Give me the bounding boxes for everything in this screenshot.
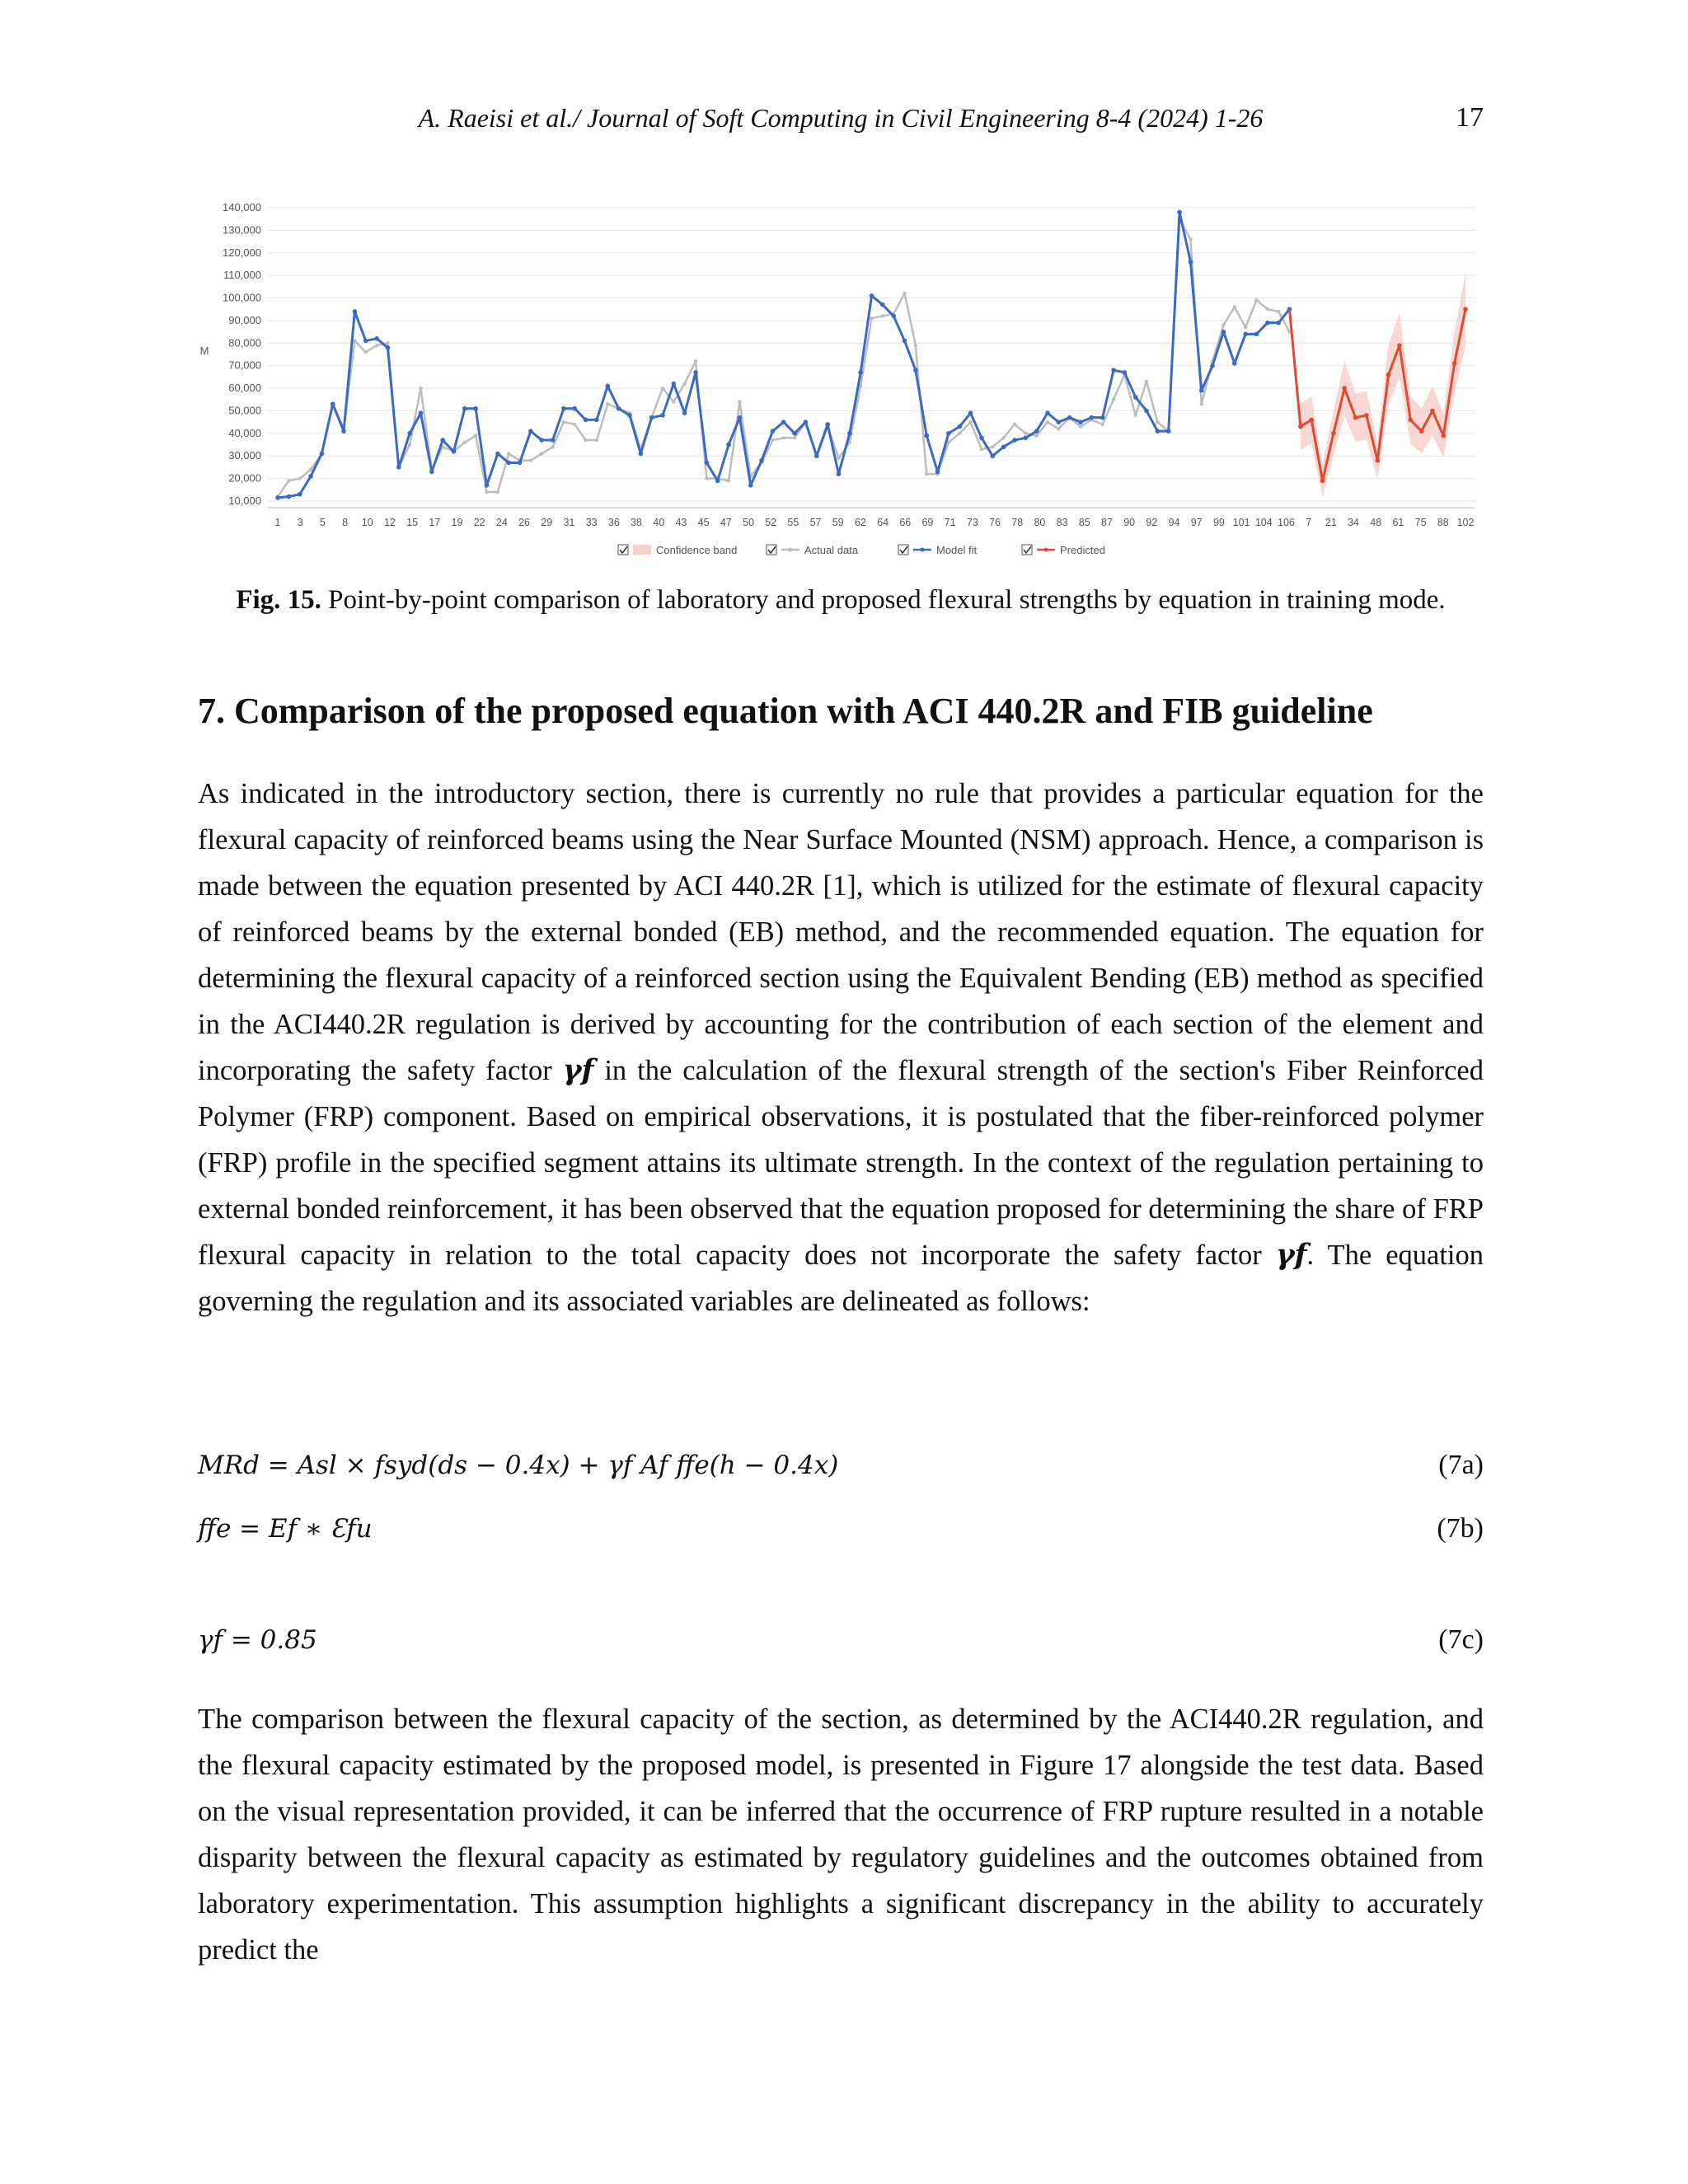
actual-data-point <box>485 490 488 494</box>
model-fit-point <box>1067 415 1072 420</box>
x-tick-label: 17 <box>429 517 441 528</box>
actual-data-point <box>958 432 961 435</box>
model-fit-point <box>649 415 654 420</box>
model-fit-point <box>1034 429 1039 434</box>
model-fit-point <box>924 434 929 438</box>
equation-expression: γf = 0.85 <box>198 1625 317 1655</box>
model-fit-point <box>1012 438 1017 443</box>
predicted-point <box>1442 434 1447 438</box>
figure-caption <box>198 582 1484 618</box>
model-fit-point <box>946 431 951 436</box>
x-tick-label: 24 <box>495 517 508 528</box>
x-tick-label: 21 <box>1325 517 1337 528</box>
predicted-point <box>1397 343 1402 348</box>
model-fit-point <box>990 453 995 458</box>
x-tick-label: 66 <box>899 517 912 528</box>
model-fit-point <box>759 458 764 463</box>
model-fit-point <box>880 302 885 307</box>
model-fit-point <box>363 339 368 344</box>
model-fit-point <box>1221 330 1226 335</box>
model-fit-point <box>298 492 302 497</box>
x-tick-label: 47 <box>720 517 732 528</box>
x-tick-label: 102 <box>1456 517 1475 528</box>
actual-data-point <box>1013 423 1016 426</box>
model-fit-point <box>518 461 523 466</box>
x-tick-label: 15 <box>406 517 419 528</box>
model-fit-point <box>429 470 434 475</box>
x-tick-label: 57 <box>809 517 822 528</box>
predicted-point <box>1463 307 1468 312</box>
predicted-point <box>1364 413 1369 418</box>
x-tick-label: 76 <box>989 517 1001 528</box>
x-tick-label: 69 <box>921 517 934 528</box>
model-fit-point <box>287 494 292 499</box>
legend-label: Confidence band <box>656 544 738 556</box>
para1-text-1: As indicated in the introductory section, there is currently no rule that provides a particular equation for the flexural capacity of reinforced beams using the Near Surface Mounted (NSM) approach. Hence, a comparison is made between the equation presented by ACI 440.2R [1], which is utilized for the estimate of flexural capacity of reinforced beams by the external bonded (EB) method, and the recommended equation. The equation for determining the flexural capacity of a reinforced section using the Equivalent Bending (EB) method as specified in the ACI440.2R regulation is derived by accounting for the contribution of each section of the element and incorporating the safety factor <box>198 778 1484 1086</box>
model-fit-point <box>308 474 313 479</box>
model-fit-point <box>627 413 632 418</box>
actual-data-point <box>419 387 422 390</box>
actual-data-point <box>540 452 543 455</box>
actual-data-point <box>551 445 554 448</box>
model-fit-point <box>705 461 710 466</box>
model-fit-point <box>1156 429 1160 434</box>
actual-data-point <box>968 420 972 424</box>
model-fit-point <box>903 339 907 344</box>
actual-data-point <box>562 420 565 424</box>
y-tick-label: 110,000 <box>223 269 261 282</box>
legend-checkbox <box>898 545 908 555</box>
legend-label: Predicted <box>1060 544 1105 556</box>
x-tick-label: 61 <box>1392 517 1404 528</box>
x-tick-label: 10 <box>361 517 373 528</box>
x-tick-label: 94 <box>1168 517 1180 528</box>
model-fit-point <box>539 438 544 443</box>
figure-15-chart <box>190 198 1492 581</box>
model-fit-point <box>1133 395 1138 400</box>
model-fit-point <box>617 406 621 411</box>
x-tick-label: 59 <box>832 517 844 528</box>
actual-data-point <box>386 341 389 344</box>
x-tick-label: 92 <box>1146 517 1158 528</box>
y-tick-label: 30,000 <box>228 449 261 462</box>
x-tick-label: 31 <box>563 517 575 528</box>
model-fit-point <box>1078 419 1083 424</box>
y-tick-label: 90,000 <box>228 313 261 326</box>
x-tick-label: 40 <box>653 517 665 528</box>
equation-number: (7a) <box>1438 1450 1484 1480</box>
actual-data-point <box>738 400 741 403</box>
legend-checkbox <box>767 545 776 555</box>
predicted-point <box>1375 458 1380 463</box>
equation-expression: ffe = Ef ∗ Ɛfu <box>198 1514 373 1544</box>
model-fit-point <box>374 336 379 341</box>
x-tick-label: 90 <box>1123 517 1136 528</box>
model-fit-point <box>1232 361 1237 366</box>
model-fit-point <box>771 429 776 434</box>
x-tick-label: 87 <box>1101 517 1113 528</box>
model-fit-point <box>814 453 819 458</box>
actual-data-point <box>1057 427 1060 430</box>
x-tick-label: 73 <box>966 517 978 528</box>
model-fit-point <box>561 406 566 411</box>
model-fit-point <box>1023 436 1028 441</box>
model-fit-point <box>891 314 896 319</box>
actual-data-point <box>496 490 499 494</box>
model-fit-point <box>1123 370 1128 375</box>
actual-data-point <box>1001 436 1005 439</box>
model-fit-point <box>320 452 325 457</box>
x-tick-label: 83 <box>1056 517 1068 528</box>
equation-7a <box>198 1442 1484 1488</box>
actual-data-point <box>694 359 697 363</box>
gamma-f-symbol: γf <box>562 1054 594 1087</box>
model-fit-point <box>837 471 842 476</box>
model-fit-point <box>452 449 457 454</box>
predicted-point <box>1309 418 1314 423</box>
caption-label: Fig. 15. <box>236 585 321 615</box>
predicted-point <box>1419 429 1424 434</box>
model-fit-point <box>396 465 401 470</box>
page-header <box>198 97 1484 138</box>
actual-data-point <box>903 292 906 295</box>
gamma-f-symbol: γf <box>1275 1239 1307 1272</box>
x-tick-label: 33 <box>585 517 598 528</box>
actual-data-point <box>507 452 510 455</box>
model-fit-point <box>870 293 874 298</box>
paragraph-aci-intro <box>198 771 1484 1324</box>
actual-data-point <box>925 472 928 476</box>
x-tick-label: 3 <box>297 517 303 528</box>
actual-data-point <box>1233 305 1236 308</box>
x-tick-label: 101 <box>1232 517 1250 528</box>
x-tick-label: 78 <box>1011 517 1024 528</box>
legend-swatch-dot <box>789 548 793 552</box>
legend-swatch-dot <box>1044 548 1048 552</box>
actual-data-point <box>463 441 467 444</box>
x-tick-label: 34 <box>1348 517 1360 528</box>
x-tick-label: 38 <box>631 517 642 528</box>
actual-data-point <box>529 459 532 462</box>
para1-text-3: . The equation governing the regulation and its associated variables are delineated as follows: <box>198 1240 1484 1317</box>
model-fit-point <box>1254 332 1259 337</box>
actual-data-point <box>606 402 609 405</box>
model-fit-point <box>473 406 478 411</box>
x-tick-label: 22 <box>473 517 485 528</box>
actual-data-point <box>298 476 301 480</box>
actual-data-point <box>287 479 290 482</box>
model-fit-point <box>331 401 335 406</box>
x-tick-label: 62 <box>854 517 866 528</box>
model-fit-point <box>551 438 556 443</box>
model-fit-point <box>660 413 665 418</box>
actual-data-point <box>672 400 675 403</box>
x-tick-label: 64 <box>877 517 889 528</box>
model-fit-point <box>1276 321 1281 326</box>
actual-data-point <box>793 436 796 439</box>
model-fit-point <box>495 452 500 457</box>
x-tick-label: 104 <box>1254 517 1273 528</box>
x-tick-label: 55 <box>787 517 799 528</box>
model-fit-point <box>1001 444 1006 449</box>
predicted-point <box>1452 361 1457 366</box>
predicted-point <box>1408 418 1413 423</box>
model-fit-point <box>792 431 797 436</box>
model-fit-point <box>639 452 644 457</box>
actual-data-point <box>408 443 411 446</box>
x-tick-label: 45 <box>697 517 710 528</box>
y-tick-label: 100,000 <box>223 291 261 304</box>
actual-data-point <box>1079 424 1082 428</box>
actual-data-point <box>771 438 774 442</box>
equation-7c <box>198 1617 1484 1663</box>
model-fit-point <box>781 419 786 424</box>
actual-data-point <box>881 314 884 317</box>
y-tick-label: 70,000 <box>228 359 261 372</box>
model-fit-point <box>605 384 610 389</box>
x-tick-label: 48 <box>1370 517 1382 528</box>
x-tick-label: 80 <box>1034 517 1046 528</box>
x-tick-label: 1 <box>274 517 281 528</box>
model-fit-point <box>1243 332 1248 337</box>
actual-data-point <box>914 344 917 347</box>
actual-data-point <box>1134 414 1137 417</box>
predicted-point <box>1342 386 1347 391</box>
y-tick-label: 80,000 <box>228 336 261 349</box>
legend-checkbox <box>1022 545 1032 555</box>
model-fit-point <box>1199 388 1204 393</box>
predicted-point <box>1298 424 1303 429</box>
x-tick-label: 50 <box>743 517 754 528</box>
y-axis-label: M <box>199 344 209 357</box>
actual-data-point <box>1189 237 1192 241</box>
model-fit-point <box>957 424 962 429</box>
x-tick-label: 5 <box>319 517 326 528</box>
actual-data-point <box>1100 423 1104 426</box>
legend-swatch <box>633 545 651 555</box>
legend-label: Actual data <box>804 544 859 556</box>
x-tick-label: 36 <box>607 517 620 528</box>
model-fit-point <box>804 419 809 424</box>
actual-data-point <box>1046 420 1049 424</box>
x-tick-label: 29 <box>541 517 553 528</box>
model-fit-point <box>462 406 467 411</box>
predicted-point <box>1331 431 1336 436</box>
actual-data-point <box>870 316 873 320</box>
model-fit-point <box>584 418 588 423</box>
y-tick-label: 20,000 <box>228 471 261 485</box>
equation-expression: MRd = Asl × fsyd(ds − 0.4x) + γf Af ffe(h − 0.4x) <box>198 1451 839 1480</box>
model-fit-point <box>979 436 984 441</box>
model-fit-point <box>506 461 511 466</box>
equation-7b <box>198 1506 1484 1552</box>
model-fit-point <box>858 370 863 375</box>
model-fit-point <box>353 309 358 314</box>
actual-data-point <box>782 436 785 439</box>
actual-data-point <box>991 445 994 448</box>
predicted-point <box>1353 415 1358 420</box>
model-fit-point <box>341 429 346 434</box>
predicted-point <box>1386 373 1391 377</box>
paragraph-comparison: The comparison between the flexural capacity of the section, as determined by the ACI440.2R regulation, and the flexural capacity estimated by the proposed model, is presented in Figure 17 alongside the test data. Based on the visual representation provided, it can be inferred that the occurrence of FRP rupture resulted in a notable disparity between the flexural capacity as estimated by regulatory guidelines and the outcomes obtained from laboratory experimentation. This assumption highlights a significant discrepancy in the ability to accurately predict the <box>198 1704 1484 1966</box>
model-fit-point <box>1090 415 1095 420</box>
equation-number: (7b) <box>1437 1513 1484 1544</box>
legend-checkbox <box>618 545 628 555</box>
x-tick-label: 97 <box>1190 517 1203 528</box>
predicted-point <box>1320 479 1325 484</box>
model-fit-point <box>726 443 731 448</box>
model-fit-point <box>1166 429 1171 434</box>
model-fit-line <box>278 212 1290 497</box>
actual-data-point <box>1156 420 1159 424</box>
x-tick-label: 75 <box>1414 517 1427 528</box>
actual-data-point <box>375 344 378 347</box>
actual-data-point <box>837 457 840 460</box>
model-fit-point <box>1045 410 1050 415</box>
legend-label: Model fit <box>936 544 978 556</box>
x-tick-label: 12 <box>383 517 396 528</box>
model-fit-point <box>748 483 753 488</box>
model-fit-point <box>386 345 391 350</box>
actual-data-point <box>1244 326 1247 329</box>
running-head: A. Raeisi et al./ Journal of Soft Computing in Civil Engineering 8-4 (2024) 1-26 <box>418 103 1264 133</box>
x-tick-label: 88 <box>1437 517 1449 528</box>
y-tick-label: 40,000 <box>228 426 261 439</box>
model-fit-point <box>913 368 918 373</box>
equation-number: (7c) <box>1438 1624 1484 1655</box>
caption-text: Point-by-point comparison of laboratory and proposed flexural strengths by equation in training mode. <box>328 585 1446 615</box>
section-heading: 7. Comparison of the proposed equation with ACI 440.2R and FIB guideline <box>198 691 1373 731</box>
model-fit-point <box>1177 210 1182 215</box>
actual-data-point <box>705 476 708 480</box>
actual-data-point <box>309 467 312 471</box>
model-fit-point <box>1111 368 1116 373</box>
model-fit-point <box>1210 363 1215 368</box>
x-tick-label: 85 <box>1078 517 1090 528</box>
model-fit-point <box>847 431 852 436</box>
actual-data-point <box>727 479 730 482</box>
actual-data-point <box>364 350 368 354</box>
x-tick-label: 7 <box>1306 517 1312 528</box>
actual-data-point <box>1034 434 1038 437</box>
model-fit-point <box>1189 260 1193 265</box>
model-fit-point <box>1100 415 1105 420</box>
model-fit-point <box>825 422 830 427</box>
actual-data-point <box>1200 402 1203 405</box>
x-tick-label: 52 <box>765 517 777 528</box>
legend-swatch-dot <box>921 548 925 552</box>
x-tick-label: 8 <box>342 517 349 528</box>
model-fit-point <box>485 483 490 488</box>
x-tick-label: 26 <box>518 517 531 528</box>
model-fit-point <box>528 429 533 434</box>
para1-text-2: in the calculation of the flexural strength of the section's Fiber Reinforced Polymer (FRP) component. Based on empirical observations, it is postulated that the fiber-reinforced polymer (FRP) profile in the specified segment attains its ultimate strength. In the context of the regulation pertaining to external bonded reinforcement, it has been observed that the equation proposed for determining the share of FRP flexural capacity in relation to the total capacity does not incorporate the safety factor <box>198 1055 1484 1271</box>
y-tick-label: 140,000 <box>223 201 261 213</box>
model-fit-point <box>419 410 424 415</box>
model-fit-point <box>682 410 687 415</box>
actual-data-point <box>1112 398 1115 401</box>
actual-data-point <box>1266 307 1269 311</box>
model-fit-point <box>1265 321 1270 326</box>
model-fit-point <box>693 370 698 375</box>
model-fit-point <box>572 406 577 411</box>
model-fit-point <box>738 415 743 420</box>
x-tick-label: 71 <box>944 517 956 528</box>
model-fit-point <box>672 382 677 387</box>
page-number: 17 <box>1456 102 1484 133</box>
actual-data-point <box>584 438 587 442</box>
model-fit-point <box>1057 419 1062 424</box>
y-tick-label: 50,000 <box>228 404 261 417</box>
actual-data-point <box>661 387 664 390</box>
predicted-point <box>1430 409 1435 414</box>
actual-data-point <box>1277 310 1280 313</box>
x-tick-label: 99 <box>1212 517 1225 528</box>
actual-data-point <box>980 448 983 451</box>
model-fit-point <box>715 479 720 484</box>
actual-data-point <box>573 423 576 426</box>
y-tick-label: 120,000 <box>223 246 261 259</box>
x-tick-label: 19 <box>451 517 463 528</box>
x-tick-label: 106 <box>1278 517 1295 528</box>
model-fit-point <box>968 410 973 415</box>
actual-data-point <box>353 339 356 342</box>
x-tick-label: 43 <box>675 517 687 528</box>
model-fit-point <box>275 495 280 500</box>
actual-data-point <box>1254 298 1258 302</box>
actual-data-point <box>1024 432 1027 435</box>
model-fit-point <box>594 418 599 423</box>
y-tick-label: 60,000 <box>228 382 261 395</box>
actual-data-point <box>474 434 477 437</box>
model-fit-point <box>407 431 412 436</box>
actual-data-point <box>1221 323 1225 326</box>
model-fit-point <box>935 470 940 475</box>
model-fit-point <box>1144 409 1149 414</box>
y-tick-label: 10,000 <box>228 494 261 507</box>
actual-data-point <box>1145 380 1148 383</box>
y-tick-label: 130,000 <box>223 223 261 237</box>
actual-data-point <box>682 382 686 385</box>
model-fit-point <box>440 438 445 443</box>
actual-data-point <box>595 438 598 442</box>
